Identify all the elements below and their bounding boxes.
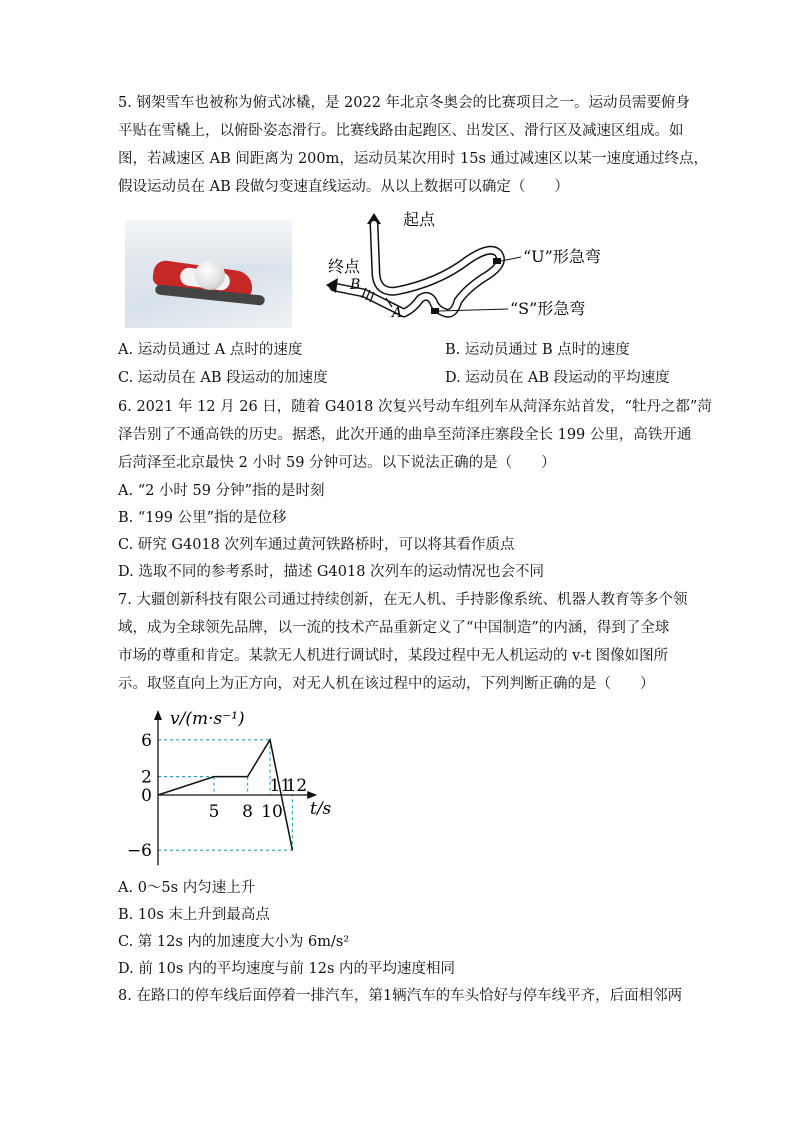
y-tick-label: 0 — [141, 786, 152, 806]
q5-line-1: 5. 钢架雪车也被称为俯式冰橇，是 2022 年北京冬奥会的比赛项目之一。运动员需要俯身 — [118, 95, 691, 111]
u-turn-label: “U”形急弯 — [523, 247, 601, 266]
q5-option-a: A. 运动员通过 A 点时的速度 — [118, 342, 303, 358]
s-turn-marker — [431, 308, 439, 314]
x-tick-label: 5 — [208, 802, 220, 822]
x-tick-label: 11 — [269, 776, 292, 796]
q8-line-1: 8. 在路口的停车线后面停着一排汽车，第1辆汽车的车头恰好与停车线平齐，后面相邻两 — [118, 988, 683, 1004]
q5-option-b: B. 运动员通过 B 点时的速度 — [445, 342, 630, 358]
q5-line-3: 图，若减速区 AB 间距离为 200m，运动员某次用时 15s 通过减速区以某一速度通过终点， — [118, 151, 708, 167]
q6-option-a: A. “2 小时 59 分钟”指的是时刻 — [118, 483, 325, 499]
x-tick-label: 8 — [242, 802, 254, 822]
q6-line-1: 6. 2021 年 12 月 26 日，随着 G4018 次复兴号动车组列车从菏泽东站首发，“牡丹之都”菏 — [118, 399, 712, 415]
q6-line-2: 泽告别了不通高铁的历史。据悉，此次开通的曲阜至菏泽庄寨段全长 199 公里，高铁开通 — [118, 427, 692, 443]
q7-line-3: 市场的尊重和肯定。某款无人机进行调试时，某段过程中无人机运动的 v-t 图像如图所 — [118, 648, 669, 664]
s-turn-label: “S”形急弯 — [510, 299, 586, 318]
q6-option-b: B. “199 公里”指的是位移 — [118, 510, 287, 526]
x-tick-label: 12 — [285, 776, 308, 796]
x-axis-arrow — [307, 791, 317, 799]
q6-line-3: 后菏泽至北京最快 2 小时 59 分钟可达。以下说法正确的是（ ） — [118, 455, 556, 471]
y-tick-label: −6 — [126, 841, 152, 862]
skeleton-athlete-photo — [125, 220, 292, 328]
q6-option-c: C. 研究 G4018 次列车通过黄河铁路桥时，可以将其看作质点 — [118, 537, 515, 553]
q7-line-4: 示。取竖直向上为正方向，对无人机在该过程中的运动，下列判断正确的是（ ） — [118, 676, 655, 692]
point-b-label: B — [350, 277, 361, 293]
start-label: 起点 — [403, 210, 436, 229]
q7-option-b: B. 10s 末上升到最高点 — [118, 907, 270, 923]
track-diagram — [318, 205, 618, 330]
y-axis-arrow — [154, 710, 162, 720]
x-tick-label: 10 — [261, 802, 283, 822]
y-tick-label: 2 — [141, 767, 152, 788]
x-axis-label: t/s — [310, 799, 332, 819]
point-a-label: A — [392, 305, 403, 321]
q5-option-d: D. 运动员在 AB 段运动的平均速度 — [445, 370, 670, 386]
y-axis-label: v/(m·s⁻¹) — [170, 709, 245, 729]
q5-option-c: C. 运动员在 AB 段运动的加速度 — [118, 370, 328, 386]
q6-option-d: D. 选取不同的参考系时，描述 G4018 次列车的运动情况也会不同 — [118, 564, 545, 580]
vt-graph — [126, 700, 350, 865]
q7-line-1: 7. 大疆创新科技有限公司通过持续创新，在无人机、手持影像系统、机器人教育等多个领 — [118, 592, 688, 608]
q7-option-d: D. 前 10s 内的平均速度与前 12s 内的平均速度相同 — [118, 961, 456, 977]
q5-line-4: 假设运动员在 AB 段做匀变速直线运动。从以上数据可以确定（ ） — [118, 179, 569, 195]
u-turn-marker — [493, 258, 501, 264]
y-tick-label: 6 — [141, 730, 152, 751]
q5-line-2: 平贴在雪橇上，以俯卧姿态滑行。比赛线路由起跑区、出发区、滑行区及减速区组成。如 — [118, 123, 684, 139]
q7-option-c: C. 第 12s 内的加速度大小为 6m/s² — [118, 934, 350, 950]
q7-option-a: A. 0～5s 内匀速上升 — [118, 880, 256, 896]
end-label: 终点 — [328, 257, 361, 276]
q7-line-2: 域，成为全球领先品牌，以一流的技术产品重新定义了“中国制造”的内涵，得到了全球 — [118, 620, 670, 636]
